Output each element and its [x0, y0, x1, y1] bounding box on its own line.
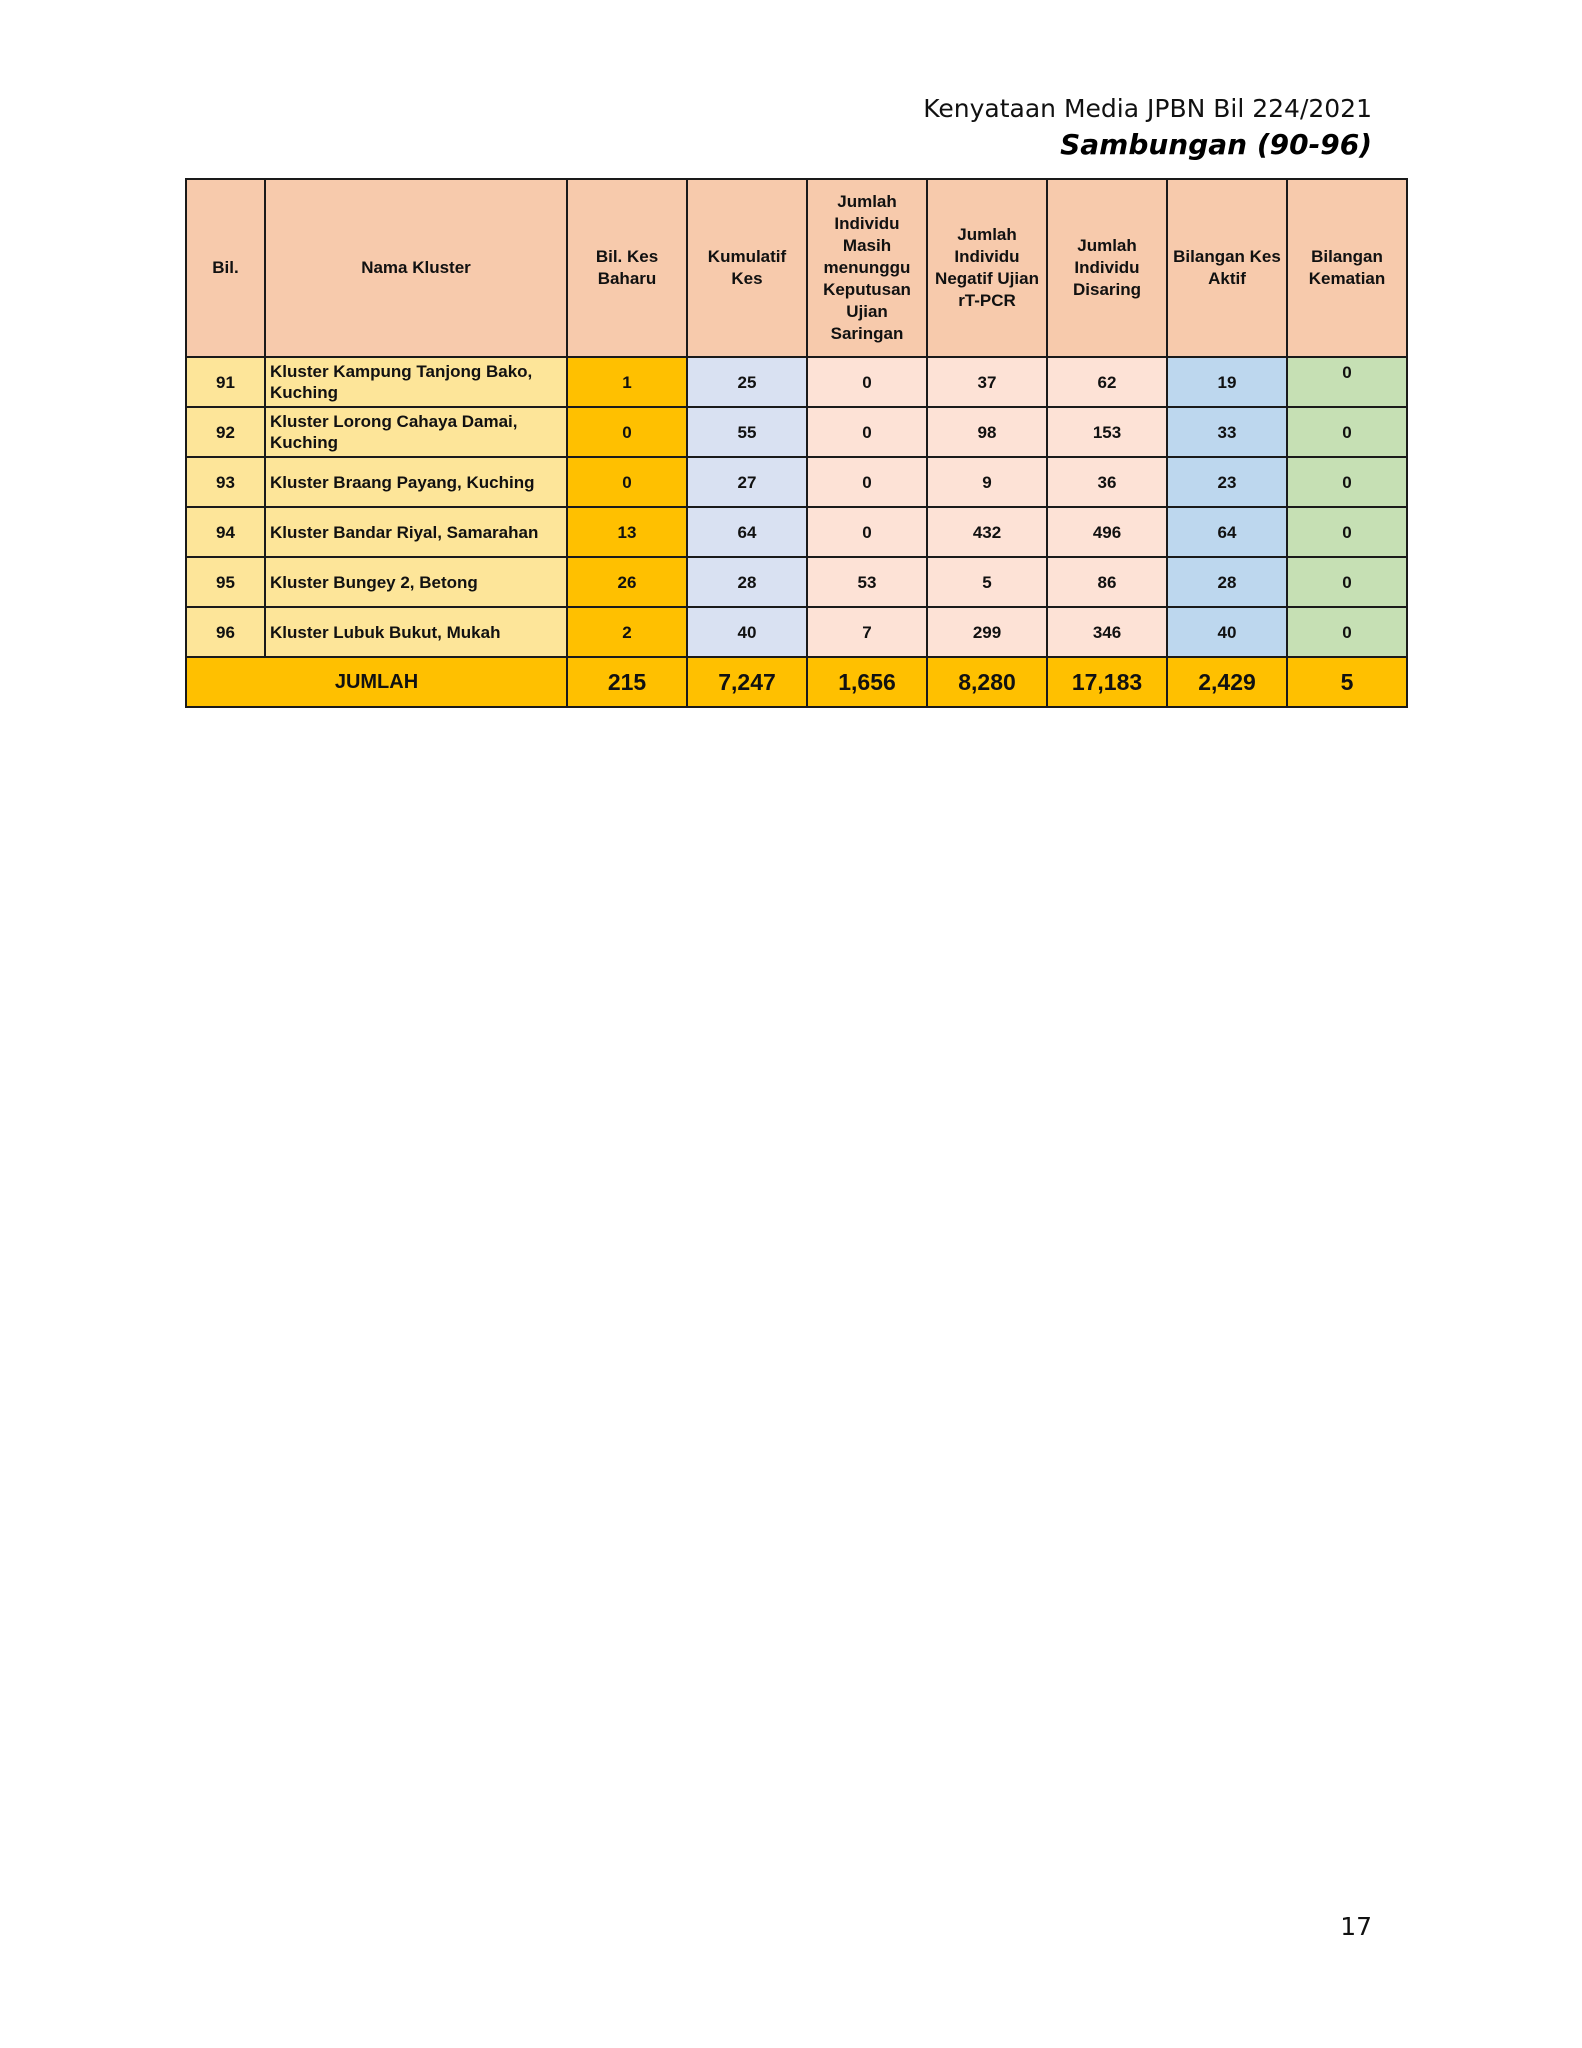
header-kumulatif-kes: Kumulatif Kes: [687, 179, 807, 357]
table-row: [186, 557, 1407, 607]
cell-bil: 91: [186, 357, 265, 407]
total-disaring: 17,183: [1047, 657, 1167, 707]
cell-menunggu-keputusan: 0: [807, 457, 927, 507]
cell-kes-aktif: 28: [1167, 557, 1287, 607]
cell-bil: 92: [186, 407, 265, 457]
cell-kes-baharu: 2: [567, 607, 687, 657]
cell-nama-kluster: Kluster Braang Payang, Kuching: [265, 457, 567, 507]
table-row: [186, 357, 1407, 407]
total-kes-aktif: 2,429: [1167, 657, 1287, 707]
cell-kumulatif-kes: 40: [687, 607, 807, 657]
cell-kes-baharu: 26: [567, 557, 687, 607]
cell-negatif-rtpcr: 5: [927, 557, 1047, 607]
table-row: [186, 507, 1407, 557]
header-menunggu-keputusan: Jumlah Individu Masih menunggu Keputusan Ujian Saringan: [807, 179, 927, 357]
total-kematian: 5: [1287, 657, 1407, 707]
cell-kes-baharu: 0: [567, 407, 687, 457]
cell-disaring: 62: [1047, 357, 1167, 407]
cell-nama-kluster: Kluster Lubuk Bukut, Mukah: [265, 607, 567, 657]
cell-kumulatif-kes: 27: [687, 457, 807, 507]
cell-bil: 94: [186, 507, 265, 557]
cell-bil: 96: [186, 607, 265, 657]
cell-kes-aktif: 19: [1167, 357, 1287, 407]
cell-nama-kluster: Kluster Bandar Riyal, Samarahan: [265, 507, 567, 557]
cluster-table-container: [185, 178, 1406, 708]
cell-kes-aktif: 40: [1167, 607, 1287, 657]
cell-kes-baharu: 0: [567, 457, 687, 507]
page-number: 17: [1340, 1912, 1372, 1941]
cell-kes-baharu: 13: [567, 507, 687, 557]
cell-kes-aktif: 33: [1167, 407, 1287, 457]
cell-negatif-rtpcr: 98: [927, 407, 1047, 457]
cell-disaring: 86: [1047, 557, 1167, 607]
cell-negatif-rtpcr: 9: [927, 457, 1047, 507]
cell-negatif-rtpcr: 299: [927, 607, 1047, 657]
cell-kumulatif-kes: 55: [687, 407, 807, 457]
cell-menunggu-keputusan: 0: [807, 357, 927, 407]
cell-kumulatif-kes: 25: [687, 357, 807, 407]
cell-negatif-rtpcr: 432: [927, 507, 1047, 557]
cell-kumulatif-kes: 28: [687, 557, 807, 607]
cell-kematian: 0: [1287, 607, 1407, 657]
cell-kumulatif-kes: 64: [687, 507, 807, 557]
cell-nama-kluster: Kluster Bungey 2, Betong: [265, 557, 567, 607]
cell-kes-baharu: 1: [567, 357, 687, 407]
header-kematian: Bilangan Kematian: [1287, 179, 1407, 357]
total-kumulatif-kes: 7,247: [687, 657, 807, 707]
cell-kes-aktif: 23: [1167, 457, 1287, 507]
header-nama-kluster: Nama Kluster: [265, 179, 567, 357]
cell-bil: 93: [186, 457, 265, 507]
total-kes-baharu: 215: [567, 657, 687, 707]
cell-menunggu-keputusan: 0: [807, 507, 927, 557]
cell-disaring: 346: [1047, 607, 1167, 657]
cell-menunggu-keputusan: 7: [807, 607, 927, 657]
cell-menunggu-keputusan: 53: [807, 557, 927, 607]
total-label: JUMLAH: [186, 657, 567, 707]
total-menunggu-keputusan: 1,656: [807, 657, 927, 707]
cell-kes-aktif: 64: [1167, 507, 1287, 557]
document-subtitle: Sambungan (90-96): [1060, 128, 1372, 161]
table-header-row: [186, 179, 1407, 357]
header-negatif-rtpcr: Jumlah Individu Negatif Ujian rT-PCR: [927, 179, 1047, 357]
total-negatif-rtpcr: 8,280: [927, 657, 1047, 707]
cell-nama-kluster: Kluster Kampung Tanjong Bako, Kuching: [265, 357, 567, 407]
cell-kematian: 0: [1287, 557, 1407, 607]
cell-disaring: 153: [1047, 407, 1167, 457]
cell-kematian: 0: [1287, 357, 1407, 407]
header-kes-baharu: Bil. Kes Baharu: [567, 179, 687, 357]
page-header: [923, 92, 1372, 164]
cell-disaring: 36: [1047, 457, 1167, 507]
table-row: [186, 407, 1407, 457]
document-title: Kenyataan Media JPBN Bil 224/2021: [923, 94, 1372, 123]
header-disaring: Jumlah Individu Disaring: [1047, 179, 1167, 357]
cell-negatif-rtpcr: 37: [927, 357, 1047, 407]
cell-kematian: 0: [1287, 507, 1407, 557]
cluster-table: [185, 178, 1408, 708]
cell-kematian: 0: [1287, 457, 1407, 507]
table-row: [186, 457, 1407, 507]
cell-disaring: 496: [1047, 507, 1167, 557]
cell-bil: 95: [186, 557, 265, 607]
total-row: [186, 657, 1407, 707]
cell-nama-kluster: Kluster Lorong Cahaya Damai, Kuching: [265, 407, 567, 457]
header-kes-aktif: Bilangan Kes Aktif: [1167, 179, 1287, 357]
header-bil: Bil.: [186, 179, 265, 357]
table-row: [186, 607, 1407, 657]
cell-kematian: 0: [1287, 407, 1407, 457]
cell-menunggu-keputusan: 0: [807, 407, 927, 457]
